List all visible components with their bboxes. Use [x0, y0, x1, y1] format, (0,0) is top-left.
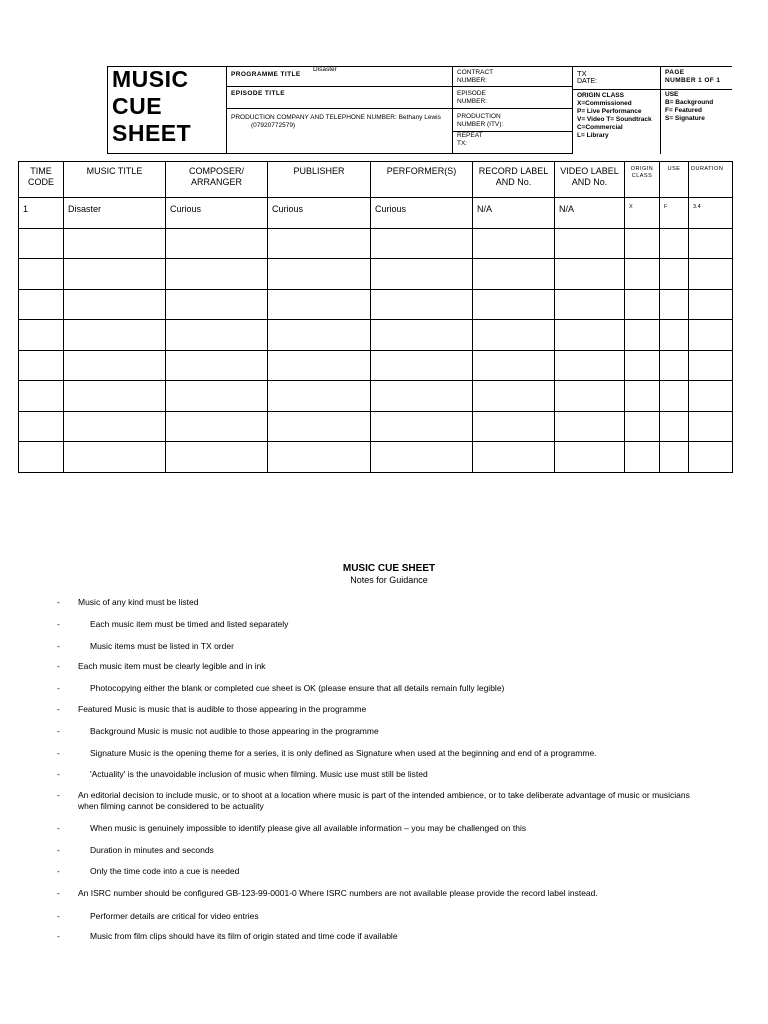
col-header-video-label: VIDEO LABEL AND No. — [555, 162, 625, 198]
note-bullet: - — [57, 845, 60, 855]
table-cell[interactable]: N/A — [473, 198, 555, 229]
note-item: Duration in minutes and seconds — [90, 845, 214, 855]
table-cell[interactable] — [166, 442, 268, 473]
page-number-label: PAGE NUMBER 1 OF 1 — [665, 69, 721, 84]
table-cell[interactable] — [371, 411, 473, 442]
table-cell[interactable] — [555, 442, 625, 473]
table-cell[interactable] — [660, 320, 689, 351]
note-bullet: - — [57, 866, 60, 876]
note-item: Music of any kind must be listed — [78, 597, 199, 607]
table-cell[interactable] — [555, 411, 625, 442]
table-cell[interactable] — [660, 228, 689, 259]
header-top-rule — [227, 66, 732, 67]
table-row — [19, 259, 733, 290]
table-cell[interactable] — [19, 442, 64, 473]
table-cell[interactable] — [555, 350, 625, 381]
table-cell[interactable] — [19, 289, 64, 320]
contract-number-label: CONTRACT NUMBER: — [457, 69, 494, 84]
table-cell[interactable] — [166, 289, 268, 320]
table-cell[interactable] — [689, 442, 733, 473]
table-cell[interactable] — [166, 350, 268, 381]
header-col-rule — [572, 66, 573, 154]
episode-number-label: EPISODE NUMBER: — [457, 90, 487, 105]
col-header-music-title: MUSIC TITLE — [64, 162, 166, 198]
table-cell[interactable] — [64, 442, 166, 473]
table-cell[interactable] — [473, 350, 555, 381]
sheet-title: MUSIC CUE SHEET — [112, 66, 192, 146]
table-cell[interactable]: N/A — [555, 198, 625, 229]
note-item: Performer details are critical for video entries — [90, 911, 259, 921]
table-cell[interactable] — [660, 350, 689, 381]
table-cell[interactable] — [371, 228, 473, 259]
table-cell[interactable] — [625, 442, 660, 473]
table-cell[interactable] — [473, 381, 555, 412]
table-cell[interactable] — [660, 381, 689, 412]
note-bullet: - — [57, 597, 60, 607]
table-cell[interactable] — [625, 228, 660, 259]
origin-class-key: ORIGIN CLASS X=Commissioned P= Live Performance V= Video T= Soundtrack C=Commercial L= Library — [577, 92, 652, 139]
production-company-label: PRODUCTION COMPANY AND TELEPHONE NUMBER: Bethany Lewis — [231, 114, 441, 121]
col-header-origin-class: ORIGIN CLASS — [625, 162, 660, 198]
table-cell[interactable] — [689, 411, 733, 442]
table-cell[interactable] — [555, 320, 625, 351]
table-cell[interactable]: F — [660, 198, 689, 229]
note-bullet: - — [57, 661, 60, 671]
table-cell[interactable] — [64, 228, 166, 259]
table-cell[interactable]: 1 — [19, 198, 64, 229]
table-cell[interactable] — [268, 320, 371, 351]
table-row — [19, 381, 733, 412]
production-company-phone: (07920772579) — [251, 122, 296, 129]
table-cell[interactable] — [473, 411, 555, 442]
table-cell[interactable] — [625, 289, 660, 320]
use-key: USE B= Background F= Featured S= Signature — [665, 91, 714, 122]
note-item: Photocopying either the blank or completed cue sheet is OK (please ensure that all details remain fully legible) — [90, 683, 505, 693]
table-row — [19, 289, 733, 320]
note-bullet: - — [57, 888, 60, 898]
note-item: An ISRC number should be configured GB-123-99-0001-0 Where ISRC numbers are not available please provide the record label instead. — [78, 888, 598, 898]
episode-title-label: EPISODE TITLE — [231, 90, 285, 97]
note-bullet: - — [57, 619, 60, 629]
table-cell[interactable]: X — [625, 198, 660, 229]
note-bullet: - — [57, 726, 60, 736]
table-cell[interactable]: Disaster — [64, 198, 166, 229]
col-header-record-label: RECORD LABEL AND No. — [473, 162, 555, 198]
table-cell[interactable] — [64, 381, 166, 412]
header-col-rule — [660, 66, 661, 154]
note-bullet: - — [57, 641, 60, 651]
col-header-use: USE — [660, 162, 689, 198]
table-row — [19, 411, 733, 442]
table-cell[interactable] — [473, 259, 555, 290]
note-item: when filming cannot be considered to be actuality — [78, 801, 264, 811]
table-cell[interactable] — [268, 381, 371, 412]
table-cell[interactable] — [268, 259, 371, 290]
table-cell[interactable] — [268, 289, 371, 320]
table-cell[interactable] — [689, 350, 733, 381]
header-rule — [227, 86, 572, 87]
table-cell[interactable] — [166, 381, 268, 412]
table-cell[interactable]: Curious — [371, 198, 473, 229]
programme-title-label: PROGRAMME TITLE — [231, 71, 301, 78]
table-cell[interactable] — [64, 259, 166, 290]
header-rule — [227, 153, 572, 154]
note-item: Signature Music is the opening theme for a series, it is only defined as Signature when used at the beginning and end of a programme. — [90, 748, 597, 758]
table-cell[interactable] — [625, 259, 660, 290]
table-cell[interactable] — [19, 228, 64, 259]
col-header-composer: COMPOSER/ ARRANGER — [166, 162, 268, 198]
note-item: When music is genuinely impossible to identify please give all available information – you may be challenged on this — [90, 823, 527, 833]
table-cell[interactable] — [166, 411, 268, 442]
table-cell[interactable]: Curious — [166, 198, 268, 229]
note-item: Music from film clips should have its film of origin stated and time code if available — [90, 931, 398, 941]
table-row — [19, 350, 733, 381]
note-bullet: - — [57, 823, 60, 833]
table-cell[interactable] — [689, 259, 733, 290]
table-cell[interactable] — [19, 381, 64, 412]
table-cell[interactable] — [19, 320, 64, 351]
table-row — [19, 198, 733, 229]
table-cell[interactable] — [473, 228, 555, 259]
table-cell[interactable] — [689, 381, 733, 412]
table-cell[interactable] — [166, 259, 268, 290]
table-cell[interactable] — [689, 320, 733, 351]
table-cell[interactable] — [64, 350, 166, 381]
note-item: An editorial decision to include music, or to shoot at a location where music is part of the intended ambience, or to take deliberate advantage of music or musicians — [78, 790, 690, 800]
note-item: Featured Music is music that is audible to those appearing in the programme — [78, 704, 367, 714]
table-cell[interactable] — [64, 411, 166, 442]
note-bullet: - — [57, 704, 60, 714]
table-row — [19, 228, 733, 259]
cue-table — [18, 161, 733, 473]
table-cell[interactable] — [64, 320, 166, 351]
table-cell[interactable] — [473, 289, 555, 320]
table-cell[interactable] — [371, 381, 473, 412]
table-cell[interactable] — [555, 259, 625, 290]
table-cell[interactable] — [473, 320, 555, 351]
note-bullet: - — [57, 911, 60, 921]
note-bullet: - — [57, 683, 60, 693]
table-cell[interactable] — [555, 228, 625, 259]
tx-label: TX — [577, 69, 587, 78]
table-cell[interactable] — [268, 411, 371, 442]
table-cell[interactable]: Curious — [268, 198, 371, 229]
note-item: Each music item must be timed and listed separately — [90, 619, 289, 629]
table-cell[interactable] — [166, 320, 268, 351]
table-cell[interactable] — [268, 228, 371, 259]
table-cell[interactable] — [660, 259, 689, 290]
header-rule — [660, 89, 732, 90]
repeat-tx-label: REPEAT TX: — [457, 132, 483, 147]
table-cell[interactable] — [19, 259, 64, 290]
note-item: Each music item must be clearly legible and in ink — [78, 661, 266, 671]
table-cell[interactable] — [371, 442, 473, 473]
notes-title: MUSIC CUE SHEET — [342, 563, 436, 574]
note-item: Background Music is music not audible to those appearing in the programme — [90, 726, 379, 736]
note-item: Music items must be listed in TX order — [90, 641, 234, 651]
table-cell[interactable] — [660, 289, 689, 320]
col-header-performers: PERFORMER(S) — [371, 162, 473, 198]
table-cell[interactable] — [555, 289, 625, 320]
table-cell[interactable] — [64, 289, 166, 320]
table-cell[interactable] — [660, 411, 689, 442]
table-cell[interactable] — [625, 381, 660, 412]
table-cell[interactable] — [268, 350, 371, 381]
production-number-label: PRODUCTION NUMBER (ITV): — [457, 113, 504, 128]
col-header-duration: DURATION — [689, 162, 733, 198]
note-bullet: - — [57, 931, 60, 941]
table-cell[interactable] — [371, 259, 473, 290]
table-cell[interactable] — [625, 411, 660, 442]
header-col-rule — [452, 66, 453, 154]
table-cell[interactable] — [689, 228, 733, 259]
table-cell[interactable] — [371, 320, 473, 351]
notes-subtitle: Notes for Guidance — [350, 575, 428, 585]
note-bullet: - — [57, 748, 60, 758]
table-row — [19, 320, 733, 351]
table-row — [19, 442, 733, 473]
note-item: 'Actuality' is the unavoidable inclusion of music when filming. Music use must still be listed — [90, 769, 428, 779]
table-cell[interactable] — [555, 381, 625, 412]
table-cell[interactable] — [19, 350, 64, 381]
table-cell[interactable] — [371, 350, 473, 381]
table-cell[interactable] — [268, 442, 371, 473]
table-cell[interactable] — [689, 289, 733, 320]
table-cell[interactable]: 3.4 — [689, 198, 733, 229]
table-cell[interactable] — [625, 350, 660, 381]
table-cell[interactable] — [19, 411, 64, 442]
programme-title-value[interactable]: Disaster — [313, 66, 337, 73]
table-cell[interactable] — [371, 289, 473, 320]
note-bullet: - — [57, 790, 60, 800]
header-rule — [572, 89, 660, 90]
table-cell[interactable] — [473, 442, 555, 473]
table-cell[interactable] — [660, 442, 689, 473]
table-header-row — [19, 162, 733, 198]
note-item: Only the time code into a cue is needed — [90, 866, 240, 876]
col-header-time-code: TIME CODE — [19, 162, 64, 198]
note-bullet: - — [57, 769, 60, 779]
col-header-publisher: PUBLISHER — [268, 162, 371, 198]
date-label: DATE: — [577, 78, 598, 85]
header-rule — [227, 108, 572, 109]
table-cell[interactable] — [166, 228, 268, 259]
table-cell[interactable] — [625, 320, 660, 351]
